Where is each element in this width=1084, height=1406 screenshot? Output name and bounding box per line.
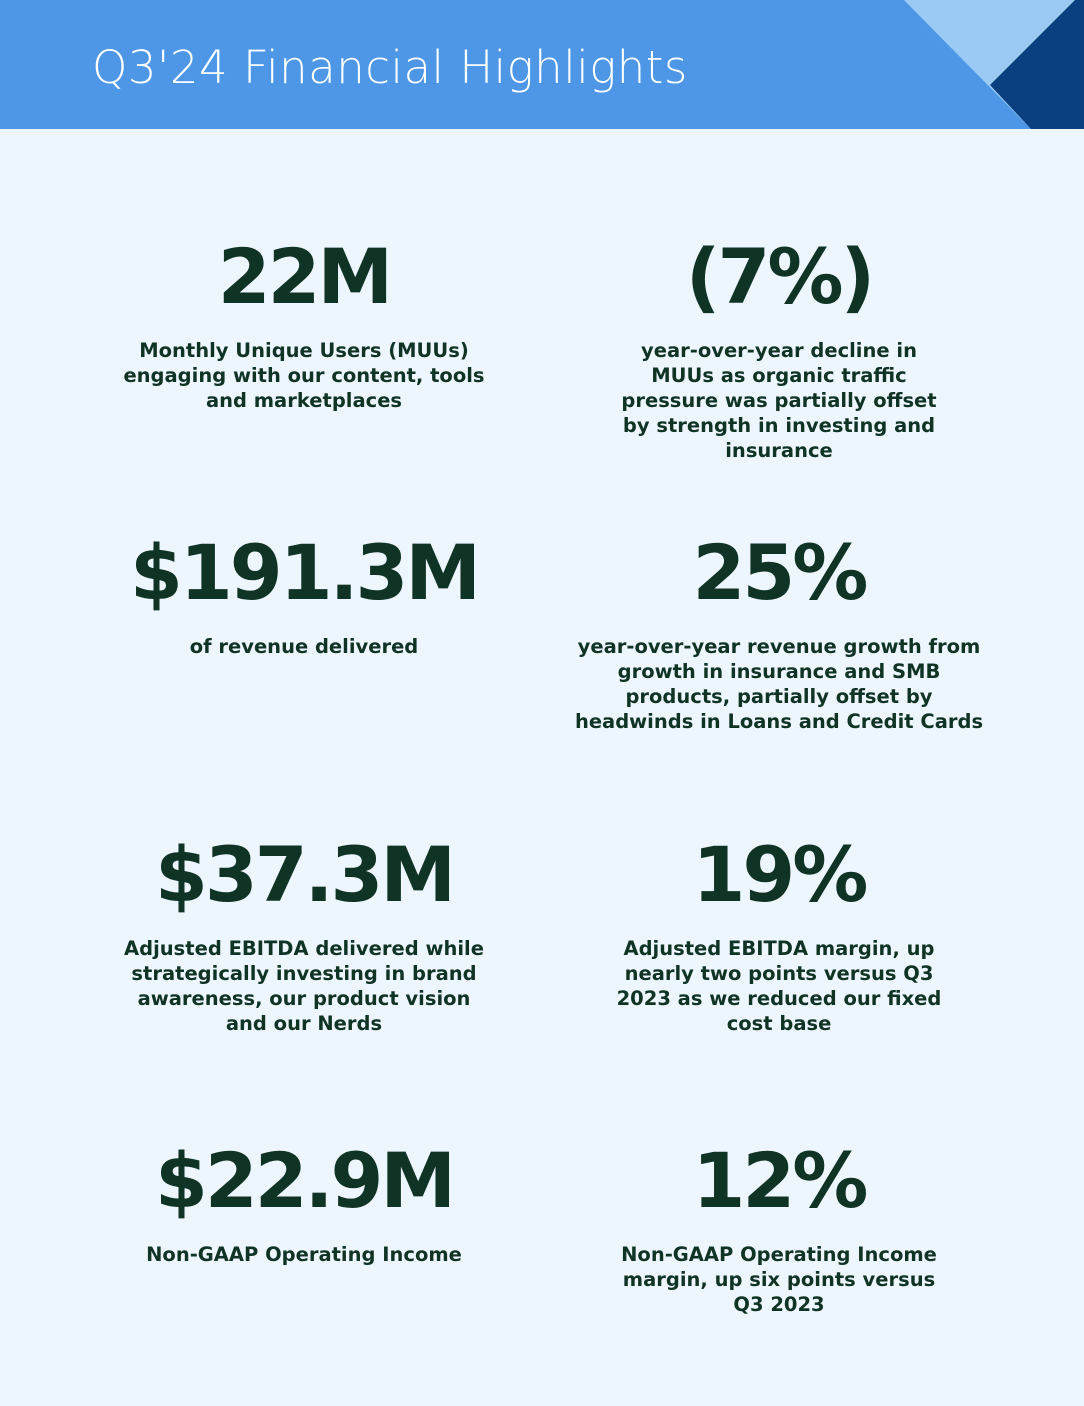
highlight-value: $37.3M xyxy=(154,830,454,919)
highlight-ebitda-margin xyxy=(559,830,999,1036)
highlight-value: $191.3M xyxy=(130,528,478,617)
highlight-description: Non-GAAP Operating Income margin, up six points versus Q3 2023 xyxy=(621,1243,937,1316)
highlight-description: of revenue delivered xyxy=(189,635,419,658)
highlight-description: Monthly Unique Users (MUUs) engaging with our content, tools and marketplaces xyxy=(123,339,485,412)
highlight-value: 19% xyxy=(692,830,866,919)
highlight-description: Non-GAAP Operating Income xyxy=(146,1243,462,1266)
highlight-description: year-over-year decline in MUUs as organic traffic pressure was partially offset by strength in investing and insurance xyxy=(621,339,937,462)
highlight-description: Adjusted EBITDA delivered while strategically investing in brand awareness, our product vision and our Nerds xyxy=(124,937,484,1035)
highlight-operating-income xyxy=(84,1136,524,1267)
highlight-value: 22M xyxy=(217,232,391,321)
highlight-value: 25% xyxy=(692,528,866,617)
highlight-revenue xyxy=(84,528,524,659)
highlight-value: 12% xyxy=(692,1136,866,1225)
highlight-muu xyxy=(84,232,524,413)
highlight-adjusted-ebitda xyxy=(84,830,524,1036)
highlight-description: year-over-year revenue growth from growth in insurance and SMB products, partially offset by headwinds in Loans and Credit Cards xyxy=(574,635,984,733)
highlight-revenue-growth xyxy=(559,528,999,734)
page-title: Q3'24 Financial Highlights xyxy=(92,41,688,94)
highlight-muu-change xyxy=(559,232,999,463)
highlight-description: Adjusted EBITDA margin, up nearly two points versus Q3 2023 as we reduced our fixed cost base xyxy=(616,937,942,1035)
highlight-value: $22.9M xyxy=(154,1136,454,1225)
highlight-operating-margin xyxy=(559,1136,999,1317)
highlight-value: (7%) xyxy=(685,232,873,321)
